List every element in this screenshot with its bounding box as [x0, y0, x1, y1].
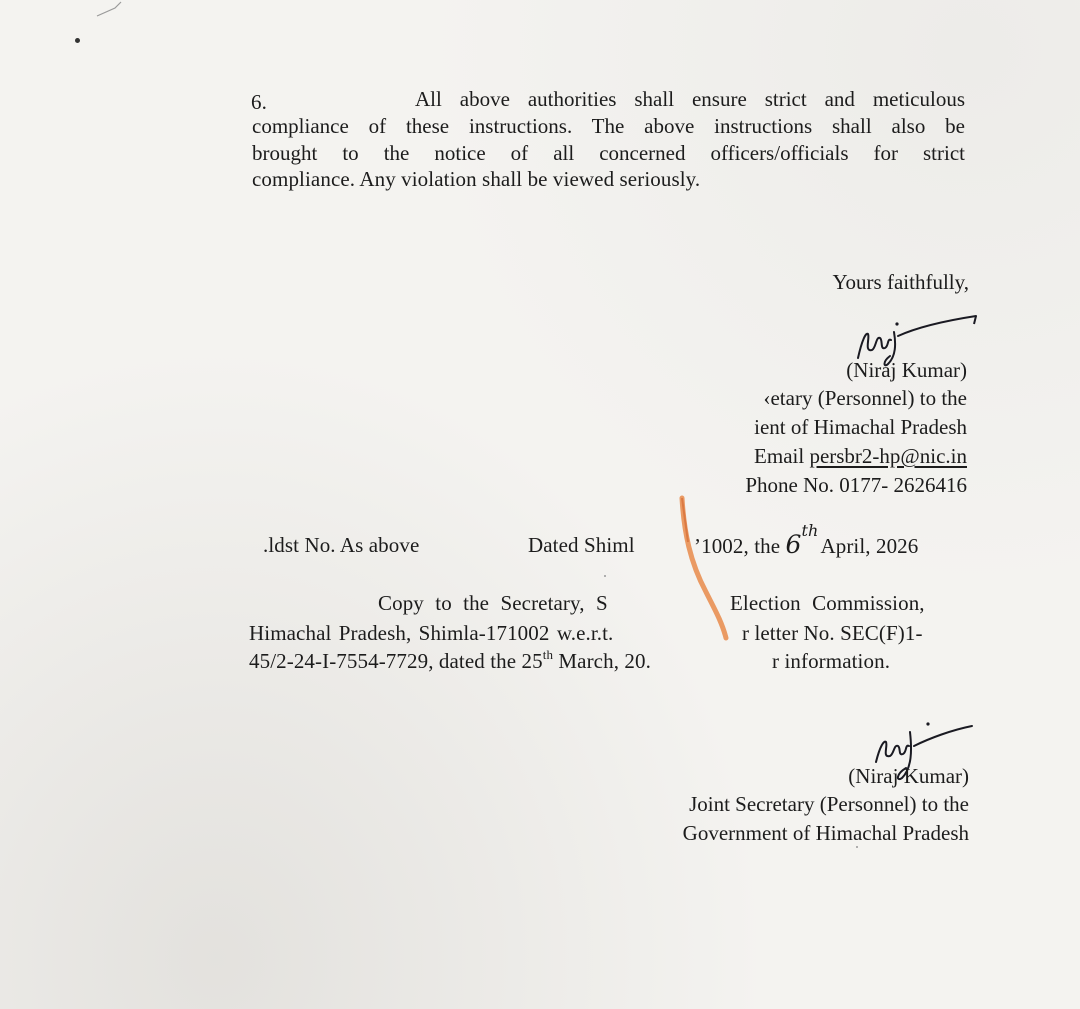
handwritten-day-suffix: th: [801, 521, 819, 540]
copy-to-line: Election Commission,: [730, 591, 925, 615]
copy-to-line: r information.: [772, 649, 891, 673]
pen-scribble-icon: [95, 0, 135, 20]
stray-mark: [856, 846, 858, 848]
copy-to-line: [378, 590, 608, 616]
signatory-name: (Niraj Kumar): [848, 764, 969, 788]
email-label: Email: [754, 444, 810, 468]
paragraph-line: compliance of these instructions. The above instructions shall also be: [252, 114, 965, 138]
date-pincode: ʼ1002, the: [694, 534, 786, 558]
closing-salutation: Yours faithfully,: [832, 270, 969, 294]
stray-mark: [75, 38, 80, 43]
signatory-government: ient of Himachal Pradesh: [754, 415, 967, 439]
signatory-designation: Joint Secretary (Personnel) to the: [689, 792, 969, 816]
signatory-name: (Niraj Kumar): [846, 358, 967, 382]
paragraph-line: brought to the notice of all concerned officers/officials for strict: [252, 141, 965, 165]
handwritten-day: 6: [785, 530, 802, 559]
copy-to-text: Copy to the Secretary, S: [378, 591, 608, 615]
superscript: th: [542, 647, 554, 662]
copy-to-line: [249, 648, 651, 674]
signatory-email: [754, 442, 967, 470]
pen-mark-icon: [676, 492, 736, 642]
copy-to-text: March, 20.: [553, 649, 651, 673]
signatory-phone: Phone No. 0177- 2626416: [745, 473, 967, 497]
signatory-designation: ‹etary (Personnel) to the: [763, 386, 967, 410]
paragraph-line: All above authorities shall ensure strict and meticulous: [415, 87, 965, 111]
paragraph-line: compliance. Any violation shall be viewed seriously.: [252, 167, 701, 191]
endorsement-number: .ldst No. As above: [263, 533, 420, 557]
copy-to-line: r letter No. SEC(F)1-: [742, 621, 923, 645]
copy-to-text: 45/2-24-I-7554-7729, dated the 25: [249, 649, 543, 673]
copy-to-line: Himachal Pradesh, Shimla-171002 w.e.r.t.: [249, 621, 614, 645]
endorsement-date: [694, 521, 919, 561]
email-link[interactable]: persbr2-hp@nic.in: [809, 444, 967, 468]
endorsement-date-place: Dated Shiml: [528, 533, 635, 557]
date-month-year: April, 2026: [820, 534, 919, 558]
signatory-government: Government of Himachal Pradesh: [682, 821, 969, 845]
stray-mark: [604, 575, 606, 577]
paragraph-number: 6.: [251, 90, 267, 114]
